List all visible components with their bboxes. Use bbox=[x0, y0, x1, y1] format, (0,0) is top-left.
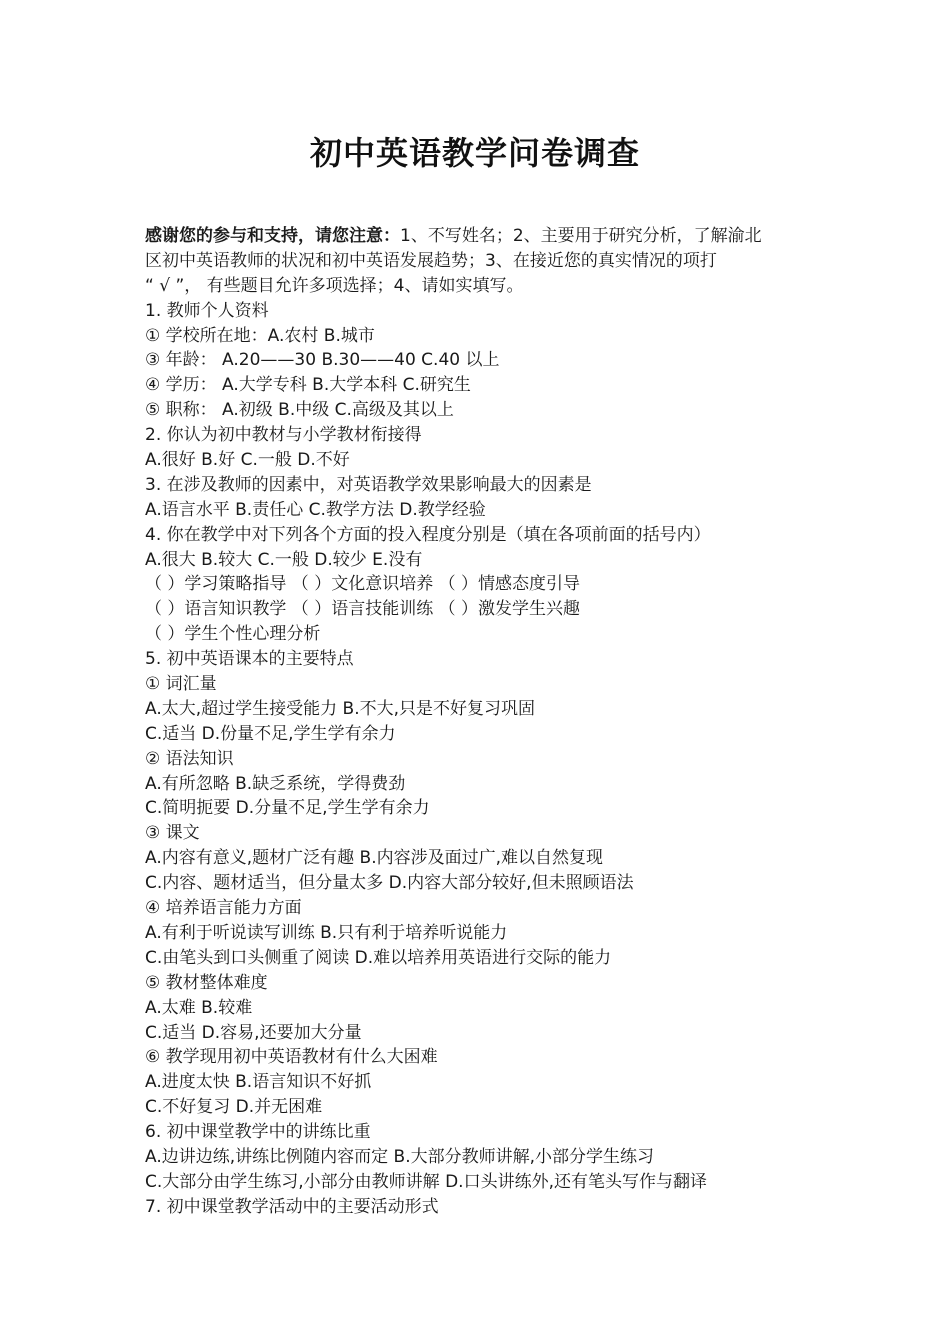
text-line: 6. 初中课堂教学中的讲练比重 bbox=[145, 1122, 371, 1143]
text-line: A.有所忽略 B.缺乏系统，学得费劲 bbox=[145, 773, 406, 794]
intro-line-3: “ √ ”， 有些题目允许多项选择；4、请如实填写。 bbox=[145, 275, 524, 296]
document-title: 初中英语教学问卷调查 bbox=[309, 134, 640, 172]
intro-text: 1、不写姓名；2、主要用于研究分析，了解渝北 bbox=[400, 226, 762, 246]
text-line: ⑤ 教材整体难度 bbox=[145, 972, 268, 993]
intro-bold-text: 感谢您的参与和支持，请您注意： bbox=[145, 226, 400, 246]
question-list bbox=[145, 299, 815, 1220]
text-line: ② 语法知识 bbox=[145, 748, 234, 769]
text-line: 4. 你在教学中对下列各个方面的投入程度分别是（填在各项前面的括号内） bbox=[145, 524, 711, 545]
text-line: （ ）语言知识教学 （ ）语言技能训练 （ ）激发学生兴趣 bbox=[145, 599, 581, 620]
text-line: ④ 学历： A.大学专科 B.大学本科 C.研究生 bbox=[145, 375, 471, 396]
text-line: （ ）学生个性心理分析 bbox=[145, 624, 321, 645]
text-line: ① 词汇量 bbox=[145, 674, 217, 695]
text-line: A.很好 B.好 C.一般 D.不好 bbox=[145, 450, 350, 471]
text-line: ③ 课文 bbox=[145, 823, 200, 844]
text-line: A.语言水平 B.责任心 C.教学方法 D.教学经验 bbox=[145, 499, 486, 520]
intro-line-1 bbox=[145, 224, 815, 249]
text-line: C.大部分由学生练习,小部分由教师讲解 D.口头讲练外,还有笔头写作与翻译 bbox=[145, 1171, 707, 1192]
text-line: ④ 培养语言能力方面 bbox=[145, 898, 302, 919]
text-line: A.太大,超过学生接受能力 B.不大,只是不好复习巩固 bbox=[145, 698, 536, 719]
text-line: （ ）学习策略指导 （ ）文化意识培养 （ ）情感态度引导 bbox=[145, 574, 581, 595]
intro-line-2: 区初中英语教师的状况和初中英语发展趋势；3、在接近您的真实情况的项打 bbox=[145, 250, 717, 271]
text-line: 3. 在涉及教师的因素中，对英语教学效果影响最大的因素是 bbox=[145, 474, 592, 495]
text-line: 2. 你认为初中教材与小学教材衔接得 bbox=[145, 425, 422, 446]
text-line: C.简明扼要 D.分量不足,学生学有余力 bbox=[145, 798, 430, 819]
text-line: A.太难 B.较难 bbox=[145, 997, 253, 1018]
document-body bbox=[145, 224, 815, 1220]
text-line: 5. 初中英语课本的主要特点 bbox=[145, 649, 354, 670]
text-line: A.边讲边练,讲练比例随内容而定 B.大部分教师讲解,小部分学生练习 bbox=[145, 1146, 655, 1167]
text-line: C.适当 D.份量不足,学生学有余力 bbox=[145, 723, 396, 744]
text-line: C.不好复习 D.并无困难 bbox=[145, 1097, 323, 1118]
text-line: A.很大 B.较大 C.一般 D.较少 E.没有 bbox=[145, 549, 423, 570]
text-line: 1. 教师个人资料 bbox=[145, 300, 269, 321]
text-line: ① 学校所在地：A.农村 B.城市 bbox=[145, 325, 375, 346]
text-line: ⑥ 教学现用初中英语教材有什么大困难 bbox=[145, 1047, 438, 1068]
text-line: A.进度太快 B.语言知识不好抓 bbox=[145, 1072, 372, 1093]
text-line: A.内容有意义,题材广泛有趣 B.内容涉及面过广,难以自然复现 bbox=[145, 848, 604, 869]
text-line: ⑤ 职称： A.初级 B.中级 C.高级及其以上 bbox=[145, 400, 454, 421]
text-line: A.有利于听说读写训练 B.只有利于培养听说能力 bbox=[145, 922, 508, 943]
text-line: C.由笔头到口头侧重了阅读 D.难以培养用英语进行交际的能力 bbox=[145, 947, 612, 968]
text-line: 7. 初中课堂教学活动中的主要活动形式 bbox=[145, 1196, 439, 1217]
text-line: C.内容、题材适当，但分量太多 D.内容大部分较好,但未照顾语法 bbox=[145, 873, 634, 894]
text-line: ③ 年龄： A.20——30 B.30——40 C.40 以上 bbox=[145, 350, 500, 371]
text-line: C.适当 D.容易,还要加大分量 bbox=[145, 1022, 362, 1043]
